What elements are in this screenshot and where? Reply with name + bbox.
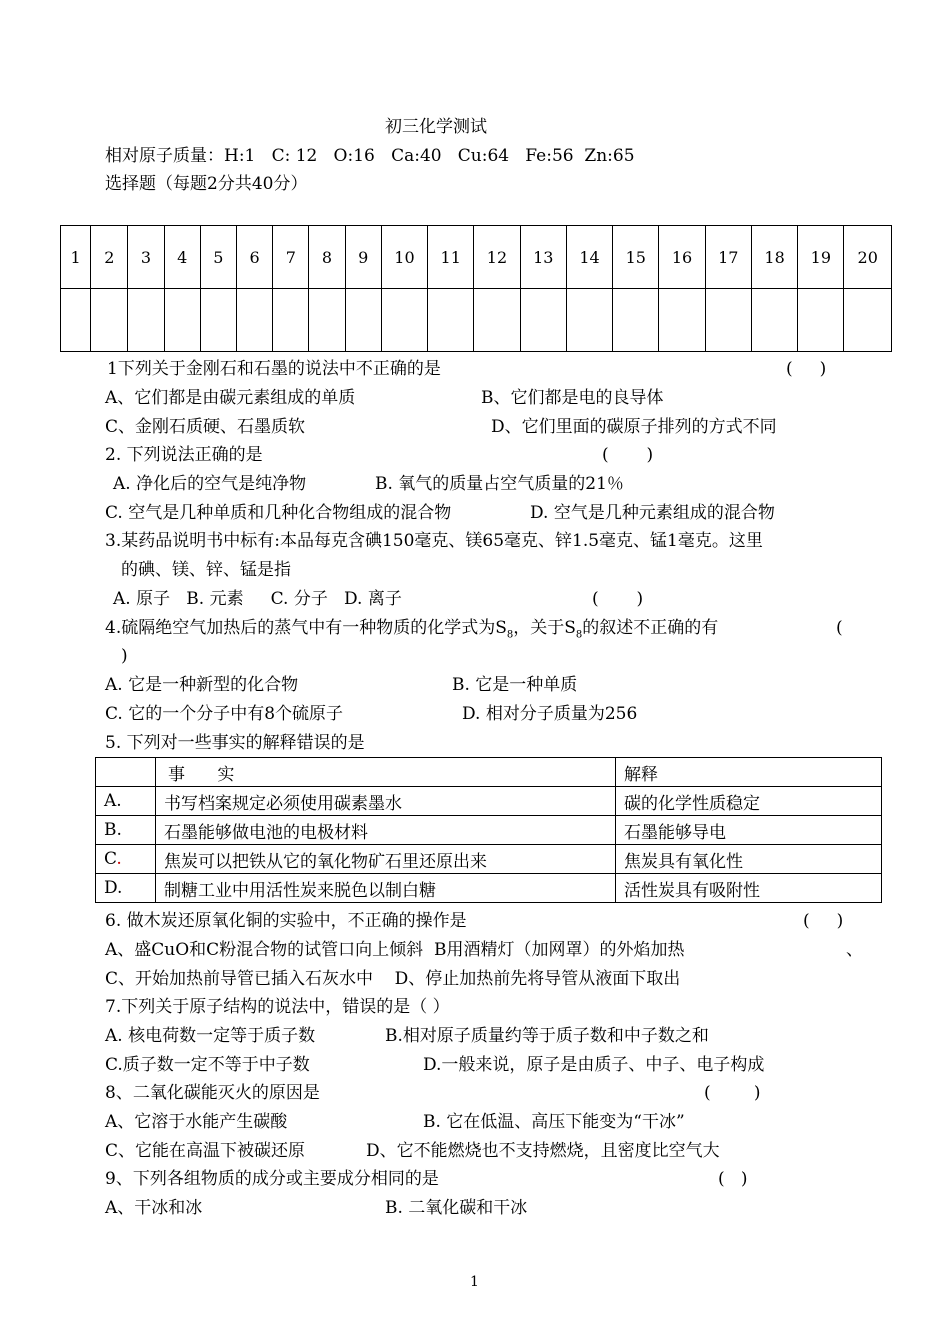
q9-option-b: B. 二氧化碳和干冰 [385,1198,528,1218]
q4-option-d: D. 相对分子质量为256 [462,704,638,724]
q6-options-cd: C、开始加热前导管已插入石灰水中 D、停止加热前先将导管从液面下取出 [105,969,681,989]
q8-option-b: B. 它在低温、高压下能变为“干冰” [423,1112,685,1132]
table-row [96,787,882,816]
answer-cell[interactable] [428,289,474,352]
q5-row-label: B. [96,816,156,845]
answer-number: 10 [381,226,427,289]
q6-answer-bracket: ( ) [803,911,844,931]
q5-row-explanation: 石墨能够导电 [616,816,882,845]
q4-stem-part2: ，关于S [513,618,576,638]
q5-header-blank [96,758,156,787]
answer-number: 9 [345,226,381,289]
q5-row-fact: 焦炭可以把铁从它的氧化物矿石里还原出来 [156,845,616,874]
answer-cell[interactable] [200,289,236,352]
q1-option-b: B、它们都是电的良导体 [481,388,664,408]
answer-number: 3 [128,226,164,289]
answer-cell[interactable] [705,289,751,352]
q8-stem: 8、二氧化碳能灭火的原因是 [105,1083,320,1103]
answer-number: 16 [659,226,705,289]
answer-cell[interactable] [273,289,309,352]
q5-row-label-cell [96,845,156,874]
q6-stray-comma: 、 [846,940,863,960]
answer-cell[interactable] [237,289,273,352]
answer-cell[interactable] [613,289,659,352]
q2-option-a: A. 净化后的空气是纯净物 [113,474,307,494]
q5-header-explanation: 解释 [616,758,882,787]
answer-cell[interactable] [566,289,612,352]
q8-option-c: C、它能在高温下被碳还原 [105,1141,306,1161]
answer-number: 2 [91,226,128,289]
answer-cell[interactable] [798,289,844,352]
q4-stem [105,617,718,646]
q7-option-d: D.一般来说，原子是由质子、中子、电子构成 [423,1055,765,1075]
q9-option-a: A、干冰和冰 [105,1198,203,1218]
q4-stem-part1: 4.硫隔绝空气加热后的蒸气中有一种物质的化学式为S [105,618,507,638]
q5-row-explanation: 活性炭具有吸附性 [616,874,882,903]
q8-option-a: A、它溶于水能产生碳酸 [105,1112,288,1132]
q4-stem-part3: 的叙述不正确的有 [582,618,719,638]
q3-stem-line2: 的碘、镁、锌、锰是指 [121,560,291,580]
q5-facts-table [95,757,882,903]
answer-number: 15 [613,226,659,289]
answer-number: 13 [520,226,566,289]
table-row [96,816,882,845]
q1-option-d: D、它们里面的碳原子排列的方式不同 [491,417,777,437]
answer-number: 12 [474,226,520,289]
q4-option-b: B. 它是一种单质 [452,675,578,695]
answer-cell[interactable] [128,289,164,352]
q6-options-ab: A、盛CuO和C粉混合物的试管口向上倾斜 B用酒精灯（加网罩）的外焰加热 [105,940,685,960]
q1-answer-bracket: ( ) [786,359,827,379]
q7-option-b: B.相对原子质量约等于质子数和中子数之和 [385,1026,709,1046]
page-number: 1 [470,1274,479,1290]
q5-stem: 5. 下列对一些事实的解释错误的是 [105,733,365,753]
q7-option-a: A. 核电荷数一定等于质子数 [105,1026,316,1046]
answer-number: 18 [751,226,797,289]
answer-number: 17 [705,226,751,289]
answer-cell[interactable] [345,289,381,352]
q1-option-a: A、它们都是由碳元素组成的单质 [105,388,356,408]
answer-cell[interactable] [844,289,892,352]
q3-answer-bracket: ( ) [592,589,644,609]
q2-option-c: C. 空气是几种单质和几种化合物组成的混合物 [105,503,452,523]
q8-option-d: D、它不能燃烧也不支持燃烧，且密度比空气大 [366,1141,720,1161]
q3-options: A. 原子 B. 元素 C. 分子 D. 离子 [113,589,402,609]
answer-number: 5 [200,226,236,289]
q5-row-fact: 书写档案规定必须使用碳素墨水 [156,787,616,816]
answer-number: 6 [237,226,273,289]
q5-header-fact: 事 实 [156,758,616,787]
answer-number: 4 [164,226,200,289]
q5-row-fact: 制糖工业中用活性炭来脱色以制白糖 [156,874,616,903]
answer-number: 1 [61,226,91,289]
q9-stem: 9、下列各组物质的成分或主要成分相同的是 [105,1169,439,1189]
q5-red-dot: . [116,849,122,869]
answer-cell[interactable] [659,289,705,352]
q2-answer-bracket: ( ) [602,445,654,465]
q4-option-a: A. 它是一种新型的化合物 [105,675,299,695]
q2-option-b: B. 氧气的质量占空气质量的21％ [375,474,624,494]
answer-number: 19 [798,226,844,289]
answer-number: 20 [844,226,892,289]
answer-grid [60,225,892,352]
answer-cell[interactable] [309,289,345,352]
q5-row-label: C [104,849,117,869]
atomic-masses: 相对原子质量：H:1 C: 12 O:16 Ca:40 Cu:64 Fe:56 Zn:65 [105,146,635,166]
answer-number: 8 [309,226,345,289]
q7-option-c: C.质子数一定不等于中子数 [105,1055,310,1075]
q5-row-fact: 石墨能够做电池的电极材料 [156,816,616,845]
q5-table-header [96,758,882,787]
page-title: 初三化学测试 [385,117,487,137]
answer-cell[interactable] [751,289,797,352]
q5-row-explanation: 碳的化学性质稳定 [616,787,882,816]
q1-option-c: C、金刚石质硬、石墨质软 [105,417,306,437]
q2-option-d: D. 空气是几种元素组成的混合物 [530,503,775,523]
table-row [96,845,882,874]
q5-row-explanation: 焦炭具有氧化性 [616,845,882,874]
answer-cell[interactable] [381,289,427,352]
q9-answer-bracket: ( ) [718,1169,748,1189]
answer-number: 11 [428,226,474,289]
section-heading: 选择题（每题2分共40分） [105,174,308,194]
answer-grid-blank-row [61,289,892,352]
q1-stem: 1下列关于金刚石和石墨的说法中不正确的是 [107,359,441,379]
q2-stem: 2. 下列说法正确的是 [105,445,263,465]
q5-row-label: D. [96,874,156,903]
q7-stem: 7.下列关于原子结构的说法中，错误的是（ ） [105,997,450,1017]
answer-number: 14 [566,226,612,289]
table-row [96,874,882,903]
q4-bracket-close: ) [121,646,128,666]
q4-subscript: 8 [506,629,514,641]
q8-answer-bracket: ( ) [704,1083,761,1103]
q4-option-c: C. 它的一个分子中有8个硫原子 [105,704,344,724]
q3-stem-line1: 3.某药品说明书中标有:本品每克含碘150毫克、镁65毫克、锌1.5毫克、锰1毫克。这里 [105,531,763,551]
answer-cell[interactable] [474,289,520,352]
answer-cell[interactable] [61,289,91,352]
q4-bracket-open: ( [836,618,843,638]
answer-number: 7 [273,226,309,289]
answer-cell[interactable] [91,289,128,352]
answer-grid-header [61,226,892,289]
answer-cell[interactable] [520,289,566,352]
q4-subscript: 8 [575,629,583,641]
q6-stem: 6. 做木炭还原氧化铜的实验中，不正确的操作是 [105,911,467,931]
answer-cell[interactable] [164,289,200,352]
q5-row-label: A. [96,787,156,816]
